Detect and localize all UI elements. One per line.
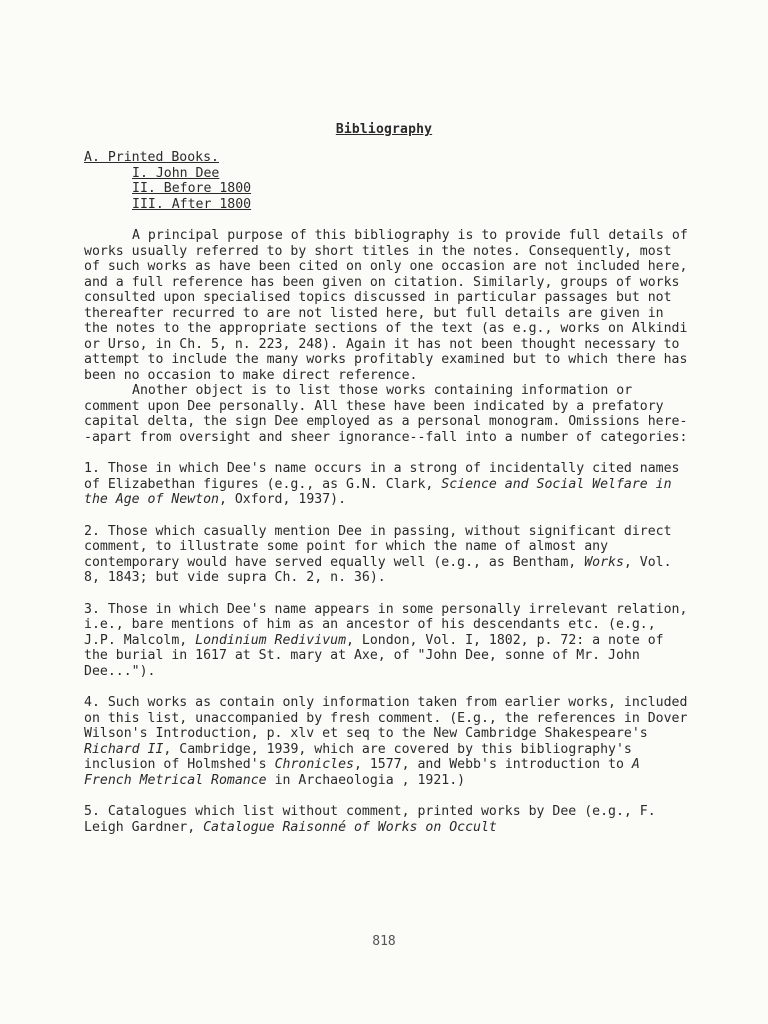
- table-of-contents: [84, 150, 694, 212]
- toc-item: I. John Dee: [132, 165, 220, 181]
- page-title: Bibliography: [335, 122, 433, 137]
- toc-item: III. After 1800: [132, 196, 252, 212]
- category-item-1: 1. Those in which Dee's name occurs in a strong of incidentally cited names of Elizabethan figures (e.g., as G.N. Clark, Science and Social Welfare in the Age of Newton, Oxford, 1937).: [84, 461, 680, 507]
- toc-item: II. Before 1800: [132, 181, 252, 196]
- document-body: [84, 150, 694, 835]
- intro-paragraph-2: Another object is to list those works containing information or comment upon Dee personally. All these have been indicated by a prefatory capital delta, the sign Dee employed as a personal monogram. Omissions here--apart from oversight and sheer ignorance--fall into a number of categories:: [84, 383, 688, 445]
- category-item-2: 2. Those which casually mention Dee in passing, without significant direct comment, to illustrate some point for which the name of almost any contemporary would have served equally well (e.g., as Bentham, Works, Vol. 8, 1843; but vide supra Ch. 2, n. 36).: [84, 523, 672, 585]
- toc-heading: A. Printed Books.: [84, 150, 219, 165]
- category-item-5: 5. Catalogues which list without comment, printed works by Dee (e.g., F. Leigh Gardner, Catalogue Raisonné of Works on Occult: [84, 804, 656, 835]
- page-number: 818: [372, 934, 396, 949]
- category-item-3: 3. Those in which Dee's name appears in some personally irrelevant relation, i.e., bare mentions of him as an ancestor of his descendants etc. (e.g., J.P. Malcolm, Londinium Redivivum, London, Vol. I, 1802, p. 72: a note of the burial in 1617 at St. mary at Axe, of "John Dee, sonne of Mr. John Dee...").: [84, 601, 688, 679]
- intro-paragraph-1: A principal purpose of this bibliography is to provide full details of works usually referred to by short titles in the notes. Consequently, most of such works as have been cited on only one occasion are not included here, and a full reference has been given on citation. Similarly, groups of works consulted upon specialised topics discussed in particular passages but not thereafter recurred to are not listed here, but full details are given in the notes to the appropriate sections of the text (as e.g., works on Alkindi or Urso, in Ch. 5, n. 223, 248). Again it has not been thought necessary to attempt to include the many works profitably examined but to which there has been no occasion to make direct reference.: [84, 228, 688, 383]
- category-item-4: 4. Such works as contain only information taken from earlier works, included on this list, unaccompanied by fresh comment. (E.g., the references in Dover Wilson's Introduction, p. xlv et seq to the New Cambridge Shakespeare's Richard II, Cambridge, 1939, which are covered by this bibliography's inclusion of Holmshed's Chronicles, 1577, and Webb's introduction to A French Metrical Romance in Archaeologia , 1921.): [84, 695, 688, 788]
